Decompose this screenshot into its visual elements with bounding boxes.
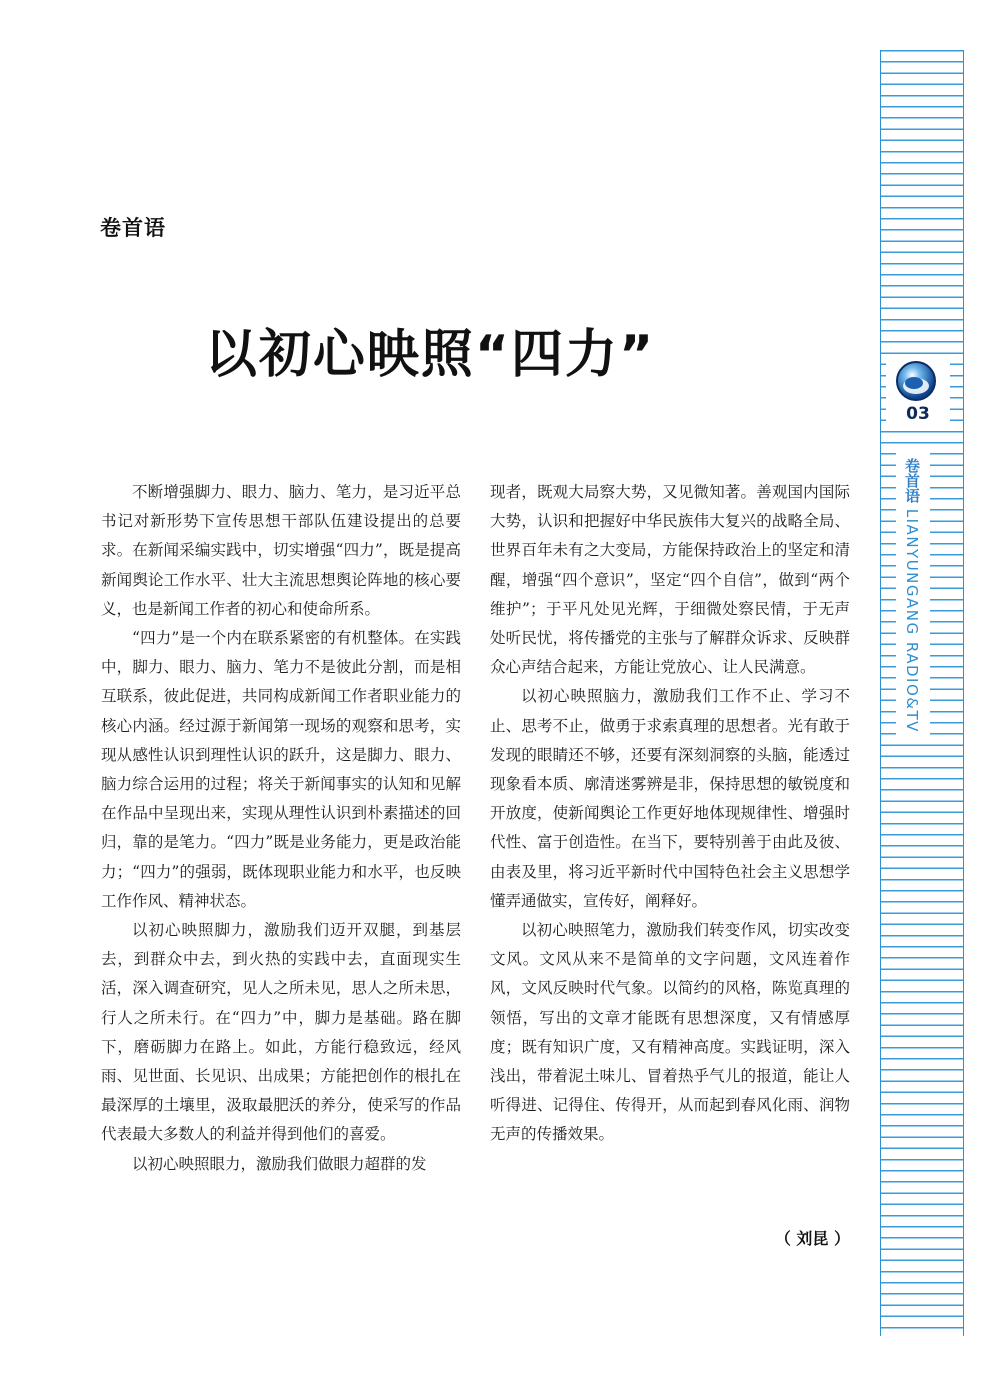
paragraph: 以初心映照眼力，激励我们做眼力超群的发 [132, 1154, 427, 1173]
paragraph: 以初心映照笔力，激励我们转变作风，切实改变文风。文风从来不是简单的文字问题，文风连着作风，文风反映时代气象。以简约的风格，陈览真理的领悟，写出的文章才能既有思想深度，又有情感厚度；既有知识广度，又有精神高度。实践证明，深入浅出，带着泥土味儿、冒着热乎气儿的报道，能让人听得进、记得住、传得开，从而起到春风化雨、润物无声的传播效果。 [490, 921, 850, 1144]
paragraph: 以初心映照脑力，激励我们工作不止、学习不止、思考不止，做勇于求索真理的思想者。光有敢于发现的眼睛还不够，还要有深刻洞察的头脑，能透过现象看本质、廓清迷雾辨是非，保持思想的敏锐度和开放度，使新闻舆论工作更好地体现规律性、增强时代性、富于创造性。在当下，要特别善于由此及彼、由表及里，将习近平新时代中国特色社会主义思想学懂弄通做实，宣传好，阐释好。 [490, 687, 850, 910]
paragraph: 不断增强脚力、眼力、脑力、笔力，是习近平总书记对新形势下宣传思想干部队伍建设提出的总要求。在新闻采编实践中，切实增强“四力”，既是提高新闻舆论工作水平、壮大主流思想舆论阵地的核心要义，也是新闻工作者的初心和使命所系。 [101, 483, 461, 618]
left-column [101, 478, 461, 1179]
article-title: 以初心映照“四力” [204, 325, 656, 385]
side-label-cn: 卷首语 [903, 458, 921, 503]
paragraph-continued: 现者，既观大局察大势，又见微知著。善观国内国际大势，认识和把握好中华民族伟大复兴的战略全局、世界百年未有之大变局，方能保持政治上的坚定和清醒，增强“四个意识”，坚定“四个自信”，做到“两个维护”；于平凡处见光辉，于细微处察民情，于无声处听民忧，将传播党的主张与了解群众诉求、反映群众心声结合起来，方能让党放心、让人民满意。 [490, 483, 850, 677]
right-column [490, 478, 850, 1150]
page-number: 03 [906, 404, 930, 424]
side-vertical-label [902, 458, 923, 733]
paragraph: 以初心映照脚力，激励我们迈开双腿，到基层去，到群众中去，到火热的实践中去，直面现实生活，深入调查研究，见人之所未见，思人之所未思，行人之所未行。在“四力”中，脚力是基础。路在脚下，磨砺脚力在路上。如此，方能行稳致远，经风雨、见世面、长见识、出成果；方能把创作的根扎在最深厚的土壤里，汲取最肥沃的养分，使采写的作品代表最大多数人的利益并得到他们的喜爱。 [101, 921, 461, 1144]
paragraph: “四力”是一个内在联系紧密的有机整体。在实践中，脚力、眼力、脑力、笔力不是彼此分割，而是相互联系，彼此促进，共同构成新闻工作者职业能力的核心内涵。经过源于新闻第一现场的观察和思考，实现从感性认识到理性认识的跃升，这是脚力、眼力、脑力综合运用的过程；将关于新闻事实的认知和见解在作品中呈现出来，实现从理性认识到朴素描述的回归，靠的是笔力。“四力”既是业务能力，更是政治能力；“四力”的强弱，既体现职业能力和水平，也反映工作作风、精神状态。 [101, 629, 461, 910]
side-label-en: LIANYUNGANG RADIO&TV [903, 508, 921, 733]
orb-logo-icon [895, 360, 937, 402]
section-label: 卷首语 [100, 216, 166, 240]
author-signature: （ 刘昆 ） [774, 1229, 850, 1248]
